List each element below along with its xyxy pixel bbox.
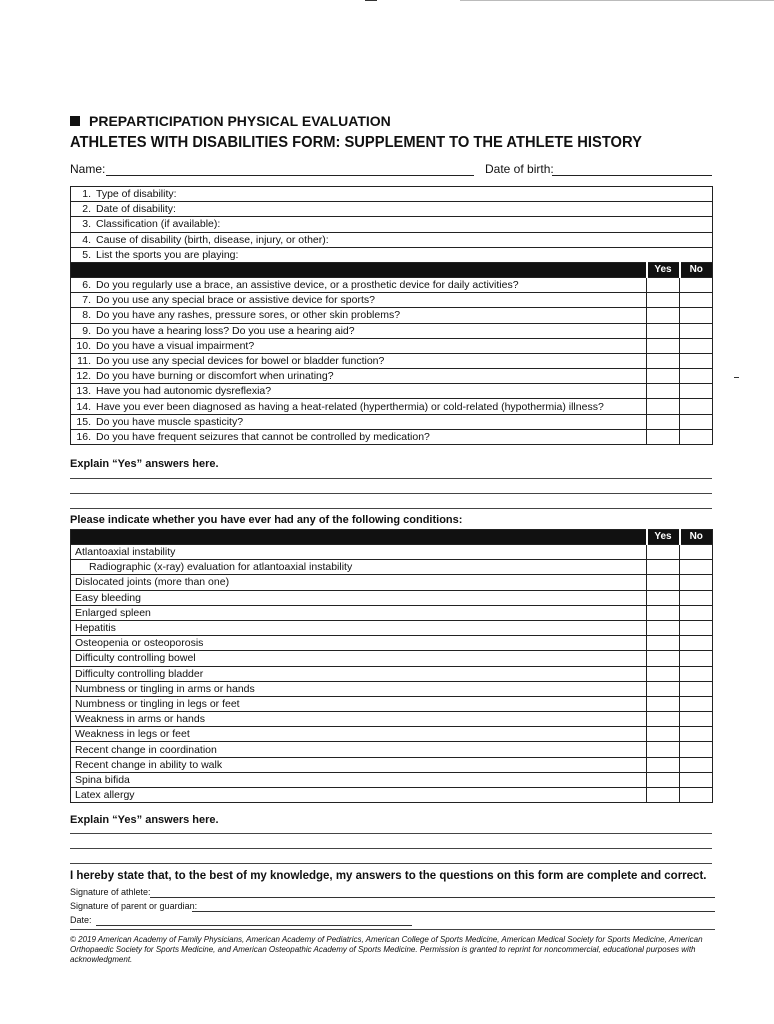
copyright-notice: © 2019 American Academy of Family Physicians, American Academy of Pediatrics, American College of Sports Medicine, American Medical Society for Sports Medicine, American Orthopaedic Society for Sports Medicine, and American Osteopathic Academy of Sports Medicine. Permission is granted to reprint for noncommercial, educational purposes with acknowledgment. (70, 935, 703, 964)
no-checkbox-cell[interactable] (680, 757, 713, 772)
header-blank (71, 262, 647, 277)
item-text: Easy bleeding (75, 591, 141, 604)
item-text: Difficulty controlling bladder (75, 667, 204, 680)
date-label: Date: (70, 915, 92, 925)
item-number: 9. (82, 324, 91, 337)
item-number: 14. (76, 400, 91, 413)
no-checkbox-cell[interactable] (680, 605, 713, 620)
item-number: 2. (82, 203, 91, 216)
scan-mark (365, 0, 377, 1)
square-bullet-icon (70, 116, 80, 126)
yes-checkbox-cell[interactable] (647, 353, 680, 368)
row-label (71, 399, 647, 414)
no-checkbox-cell[interactable] (680, 308, 713, 323)
condition-row (71, 696, 713, 711)
item-text: Do you use any special brace or assistive device for sports? (96, 294, 375, 307)
no-checkbox-cell[interactable] (680, 590, 713, 605)
item-text: Do you have any rashes, pressure sores, or other skin problems? (96, 309, 401, 322)
header-blank (71, 530, 647, 545)
item-text: Do you regularly use a brace, an assistive device, or a prosthetic device for daily activities? (96, 279, 519, 292)
condition-row (71, 636, 713, 651)
no-checkbox-cell[interactable] (680, 399, 713, 414)
row-label (71, 757, 647, 772)
yes-checkbox-cell[interactable] (647, 308, 680, 323)
no-checkbox-cell[interactable] (680, 712, 713, 727)
row-label (71, 429, 647, 444)
row-label (71, 620, 647, 635)
condition-row (71, 605, 713, 620)
no-checkbox-cell[interactable] (680, 545, 713, 560)
explain-line[interactable] (70, 508, 712, 509)
row-label (71, 742, 647, 757)
item-number: 11. (77, 354, 91, 367)
condition-row (71, 681, 713, 696)
item-text: Dislocated joints (more than one) (75, 576, 230, 589)
item-text: Weakness in legs or feet (75, 728, 190, 741)
explain-line[interactable] (70, 493, 712, 494)
condition-row (71, 651, 713, 666)
yes-checkbox-cell[interactable] (647, 323, 680, 338)
question-row (71, 277, 713, 292)
item-text: Osteopenia or osteoporosis (75, 637, 204, 650)
yes-checkbox-cell[interactable] (647, 772, 680, 787)
dob-field[interactable] (552, 175, 712, 176)
item-number: 13. (76, 385, 91, 398)
yes-checkbox-cell[interactable] (647, 414, 680, 429)
row-label (71, 247, 713, 262)
item-text: Enlarged spleen (75, 606, 151, 619)
row-label (71, 712, 647, 727)
condition-row (71, 727, 713, 742)
item-text: Radiographic (x-ray) evaluation for atlantoaxial instability (89, 561, 353, 574)
yes-checkbox-cell[interactable] (647, 575, 680, 590)
row-label (71, 308, 647, 323)
row-label (71, 560, 647, 575)
name-label: Name: (70, 162, 106, 176)
item-text: Do you have a hearing loss? Do you use a hearing aid? (96, 324, 355, 337)
item-text: Do you use any special devices for bowel or bladder function? (96, 354, 385, 367)
no-checkbox-cell[interactable] (680, 727, 713, 742)
row-label (71, 384, 647, 399)
no-checkbox-cell[interactable] (680, 696, 713, 711)
item-text: Have you ever been diagnosed as having a heat-related (hyperthermia) or cold-related (hypothermia) illness? (96, 400, 604, 413)
athlete-signature-row (70, 887, 715, 899)
info-row (71, 247, 713, 262)
no-checkbox-cell[interactable] (680, 681, 713, 696)
certification-statement: I hereby state that, to the best of my knowledge, my answers to the questions on this form are complete and correct. (70, 870, 707, 882)
yes-checkbox-cell[interactable] (647, 277, 680, 292)
question-row (71, 323, 713, 338)
yes-checkbox-cell[interactable] (647, 636, 680, 651)
row-label (71, 636, 647, 651)
yes-checkbox-cell[interactable] (647, 712, 680, 727)
yes-no-header-row (71, 530, 713, 545)
item-number: 7. (82, 294, 91, 307)
yes-checkbox-cell[interactable] (647, 727, 680, 742)
no-checkbox-cell[interactable] (680, 560, 713, 575)
condition-row (71, 757, 713, 772)
no-checkbox-cell[interactable] (680, 742, 713, 757)
parent-signature-field[interactable] (192, 911, 715, 912)
name-dob-row (70, 162, 712, 178)
condition-row (71, 742, 713, 757)
date-row (70, 915, 715, 927)
athlete-history-table (70, 186, 713, 445)
row-label (71, 187, 713, 202)
condition-row (71, 590, 713, 605)
condition-row (71, 545, 713, 560)
row-label (71, 651, 647, 666)
item-text: Spina bifida (75, 773, 130, 786)
item-text: Have you had autonomic dysreflexia? (96, 385, 272, 398)
item-text: Numbness or tingling in arms or hands (75, 682, 255, 695)
no-column-header: No (680, 262, 713, 277)
row-label (71, 414, 647, 429)
yes-checkbox-cell[interactable] (647, 788, 680, 803)
item-text: Recent change in ability to walk (75, 758, 223, 771)
scan-mark (734, 377, 739, 378)
item-text: Do you have muscle spasticity? (96, 415, 244, 428)
item-text: Numbness or tingling in legs or feet (75, 697, 240, 710)
item-text: Latex allergy (75, 789, 135, 802)
condition-row (71, 575, 713, 590)
item-text: Do you have frequent seizures that cannot be controlled by medication? (96, 430, 430, 443)
row-label (71, 293, 647, 308)
row-label (71, 605, 647, 620)
info-row (71, 232, 713, 247)
yes-checkbox-cell[interactable] (647, 338, 680, 353)
yes-checkbox-cell[interactable] (647, 545, 680, 560)
parent-signature-label: Signature of parent or guardian: (70, 901, 198, 911)
item-text: Type of disability: (96, 188, 177, 201)
item-text: Do you have burning or discomfort when urinating? (96, 370, 334, 383)
row-label (71, 338, 647, 353)
no-checkbox-cell[interactable] (680, 338, 713, 353)
footer-divider (70, 929, 715, 930)
no-checkbox-cell[interactable] (680, 651, 713, 666)
row-label (71, 788, 647, 803)
yes-checkbox-cell[interactable] (647, 742, 680, 757)
explain-label-2: Explain “Yes” answers here. (70, 814, 219, 826)
item-number: 16. (76, 430, 91, 443)
yes-checkbox-cell[interactable] (647, 757, 680, 772)
explain-line[interactable] (70, 833, 712, 834)
item-text: Difficulty controlling bowel (75, 652, 196, 665)
row-label (71, 696, 647, 711)
yes-no-header-row (71, 262, 713, 277)
yes-checkbox-cell[interactable] (647, 369, 680, 384)
date-field[interactable] (96, 925, 412, 926)
yes-checkbox-cell[interactable] (647, 590, 680, 605)
condition-row (71, 712, 713, 727)
no-checkbox-cell[interactable] (680, 575, 713, 590)
item-text: Hepatitis (75, 622, 116, 635)
row-label (71, 681, 647, 696)
scan-mark (460, 0, 774, 1)
item-text: Cause of disability (birth, disease, injury, or other): (96, 233, 329, 246)
explain-line[interactable] (70, 863, 712, 864)
item-text: Recent change in coordination (75, 743, 217, 756)
yes-checkbox-cell[interactable] (647, 620, 680, 635)
row-label (71, 323, 647, 338)
info-row (71, 187, 713, 202)
item-number: 6. (82, 279, 91, 292)
yes-column-header: Yes (647, 262, 680, 277)
explain-label-1: Explain “Yes” answers here. (70, 458, 219, 470)
condition-row (71, 666, 713, 681)
item-text: Atlantoaxial instability (75, 546, 176, 559)
no-checkbox-cell[interactable] (680, 772, 713, 787)
yes-checkbox-cell[interactable] (647, 429, 680, 444)
item-text: Do you have a visual impairment? (96, 339, 255, 352)
row-label (71, 590, 647, 605)
form-title: ATHLETES WITH DISABILITIES FORM: SUPPLEMENT TO THE ATHLETE HISTORY (70, 134, 642, 151)
row-label (71, 369, 647, 384)
row-label (71, 772, 647, 787)
athlete-signature-label: Signature of athlete: (70, 887, 151, 897)
row-label (71, 727, 647, 742)
item-number: 8. (82, 309, 91, 322)
no-checkbox-cell[interactable] (680, 369, 713, 384)
condition-row (71, 788, 713, 803)
question-row (71, 369, 713, 384)
no-column-header: No (680, 530, 713, 545)
yes-checkbox-cell[interactable] (647, 399, 680, 414)
row-label (71, 232, 713, 247)
row-label (71, 666, 647, 681)
dob-label: Date of birth: (485, 162, 554, 176)
series-title-text: PREPARTICIPATION PHYSICAL EVALUATION (89, 113, 391, 129)
item-text: Classification (if available): (96, 218, 221, 231)
row-label (71, 217, 713, 232)
row-label (71, 202, 713, 217)
row-label (71, 575, 647, 590)
yes-checkbox-cell[interactable] (647, 560, 680, 575)
item-text: List the sports you are playing: (96, 248, 239, 261)
parent-signature-row (70, 901, 715, 913)
no-checkbox-cell[interactable] (680, 636, 713, 651)
question-row (71, 293, 713, 308)
no-checkbox-cell[interactable] (680, 384, 713, 399)
yes-checkbox-cell[interactable] (647, 605, 680, 620)
yes-checkbox-cell[interactable] (647, 384, 680, 399)
item-number: 10. (76, 339, 91, 352)
yes-checkbox-cell[interactable] (647, 666, 680, 681)
question-row (71, 353, 713, 368)
question-row (71, 429, 713, 444)
item-number: 15. (76, 415, 91, 428)
athlete-signature-field[interactable] (150, 897, 715, 898)
yes-checkbox-cell[interactable] (647, 681, 680, 696)
no-checkbox-cell[interactable] (680, 353, 713, 368)
item-number: 3. (82, 218, 91, 231)
no-checkbox-cell[interactable] (680, 429, 713, 444)
series-title (70, 113, 391, 129)
item-number: 1. (82, 188, 91, 201)
question-row (71, 338, 713, 353)
no-checkbox-cell[interactable] (680, 620, 713, 635)
explain-line[interactable] (70, 478, 712, 479)
row-label (71, 353, 647, 368)
condition-row (71, 772, 713, 787)
no-checkbox-cell[interactable] (680, 323, 713, 338)
row-label (71, 545, 647, 560)
question-row (71, 399, 713, 414)
condition-row (71, 620, 713, 635)
no-checkbox-cell[interactable] (680, 666, 713, 681)
row-label (71, 277, 647, 292)
question-row (71, 308, 713, 323)
item-number: 5. (82, 248, 91, 261)
item-text: Weakness in arms or hands (75, 713, 205, 726)
question-row (71, 414, 713, 429)
no-checkbox-cell[interactable] (680, 414, 713, 429)
item-number: 4. (82, 233, 91, 246)
condition-row (71, 560, 713, 575)
conditions-title: Please indicate whether you have ever had any of the following conditions: (70, 514, 463, 526)
info-row (71, 202, 713, 217)
no-checkbox-cell[interactable] (680, 277, 713, 292)
no-checkbox-cell[interactable] (680, 788, 713, 803)
name-field[interactable] (106, 175, 474, 176)
no-checkbox-cell[interactable] (680, 293, 713, 308)
item-text: Date of disability: (96, 203, 176, 216)
conditions-table (70, 529, 713, 803)
yes-column-header: Yes (647, 530, 680, 545)
question-row (71, 384, 713, 399)
yes-checkbox-cell[interactable] (647, 696, 680, 711)
explain-line[interactable] (70, 848, 712, 849)
item-number: 12. (76, 370, 91, 383)
yes-checkbox-cell[interactable] (647, 651, 680, 666)
info-row (71, 217, 713, 232)
yes-checkbox-cell[interactable] (647, 293, 680, 308)
